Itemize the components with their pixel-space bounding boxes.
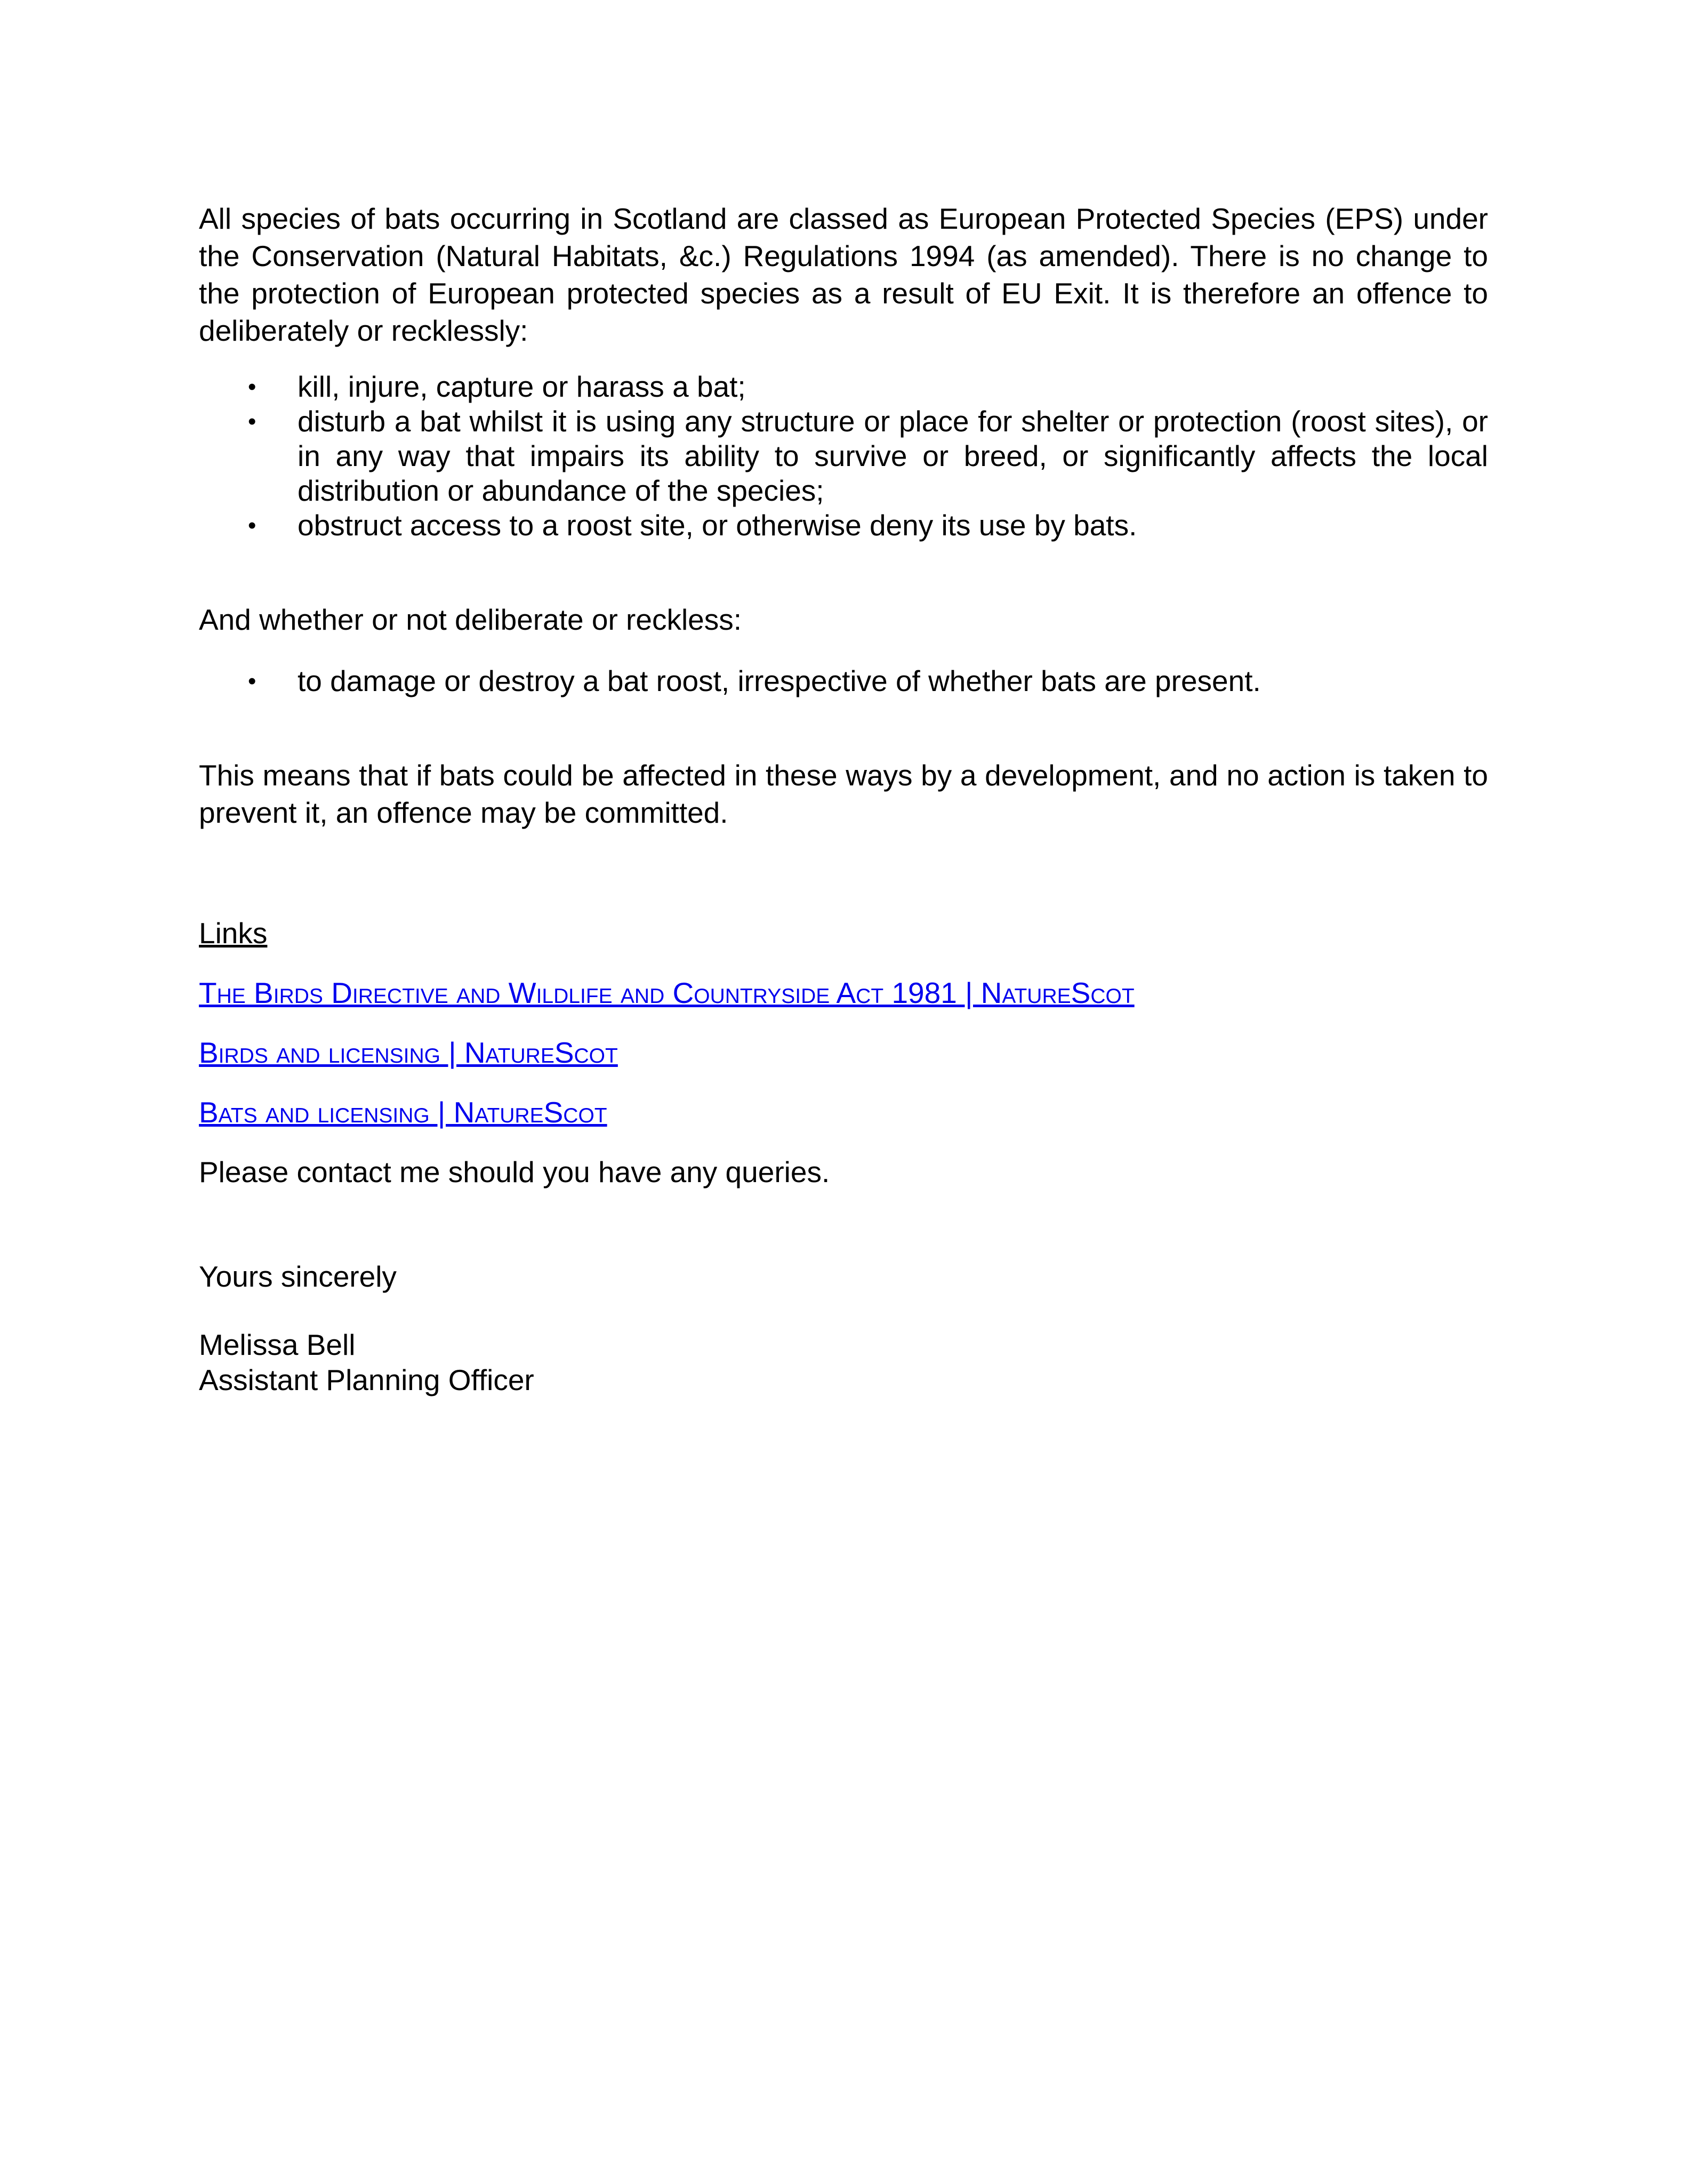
bullet-icon: • (248, 512, 256, 539)
whether-list (199, 664, 1488, 698)
bullet-icon: • (248, 374, 256, 400)
closing-text: Yours sincerely (199, 1260, 397, 1293)
list-item-text: obstruct access to a roost site, or otherwise deny its use by bats. (298, 509, 1137, 542)
means-paragraph: This means that if bats could be affected in these ways by a development, and no action is taken to prevent it, an offence may be committed. (199, 759, 1488, 829)
whether-paragraph: And whether or not deliberate or reckless: (199, 603, 742, 636)
list-item (199, 508, 1488, 543)
contact-paragraph: Please contact me should you have any queries. (199, 1155, 830, 1189)
intro-paragraph: All species of bats occurring in Scotland are classed as European Protected Species (EPS) under the Conservation (Natural Habitats, &c.) Regulations 1994 (as amended). There is no change to the protection of European protected species as a result of EU Exit. It is therefore an offence to deliberately or recklessly: (199, 202, 1488, 347)
list-item (199, 404, 1488, 508)
link-birds-directive[interactable]: The Birds Directive and Wildlife and Countryside Act 1981 | NatureScot (199, 976, 1135, 1009)
list-item-text: to damage or destroy a bat roost, irrespective of whether bats are present. (298, 664, 1261, 697)
offence-list (199, 370, 1488, 543)
link-bats-licensing[interactable]: Bats and licensing | NatureScot (199, 1096, 607, 1129)
bullet-icon: • (248, 408, 256, 435)
bullet-icon: • (248, 668, 256, 694)
signatory-name: Melissa Bell (199, 1328, 356, 1361)
links-heading: Links (199, 917, 268, 950)
signatory-title: Assistant Planning Officer (199, 1363, 534, 1396)
list-item (199, 664, 1488, 698)
link-birds-licensing[interactable]: Birds and licensing | NatureScot (199, 1036, 618, 1069)
list-item-text: disturb a bat whilst it is using any structure or place for shelter or protection (roost sites), or in any way that impairs its ability to survive or breed, or significantly affects the local distribution or abundance of the species; (298, 405, 1488, 507)
signature-block (199, 1327, 534, 1398)
list-item-text: kill, injure, capture or harass a bat; (298, 370, 746, 403)
list-item (199, 370, 1488, 404)
